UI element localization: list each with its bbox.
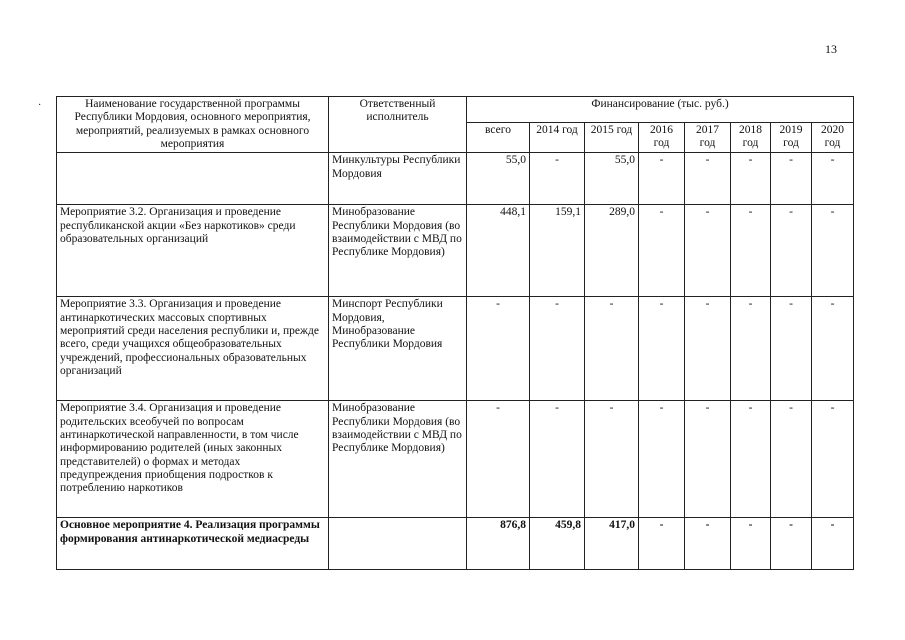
- cell-2015: -: [585, 297, 639, 401]
- table-row: [57, 401, 854, 518]
- header-year-2019: 2019 год: [771, 123, 812, 153]
- cell-2018: -: [731, 205, 771, 297]
- cell-2015: 417,0: [585, 518, 639, 570]
- cell-2015: 289,0: [585, 205, 639, 297]
- cell-2016: -: [639, 153, 685, 205]
- table-row: [57, 153, 854, 205]
- cell-2017: -: [685, 297, 731, 401]
- cell-2020: -: [812, 518, 854, 570]
- cell-2016: -: [639, 518, 685, 570]
- header-financing: Финансирование (тыс. руб.): [467, 97, 854, 123]
- cell-2019: -: [771, 401, 812, 518]
- cell-total: -: [467, 401, 530, 518]
- cell-total: 55,0: [467, 153, 530, 205]
- cell-total: 448,1: [467, 205, 530, 297]
- cell-2014: 159,1: [530, 205, 585, 297]
- header-executor: Ответственный исполнитель: [329, 97, 467, 153]
- header-total: всего: [467, 123, 530, 153]
- header-year-2015: 2015 год: [585, 123, 639, 153]
- row-executor: Минобразование Республики Мордовия (во взаимодействии с МВД по Республике Мордовия): [329, 205, 467, 297]
- cell-2017: -: [685, 205, 731, 297]
- cell-2017: -: [685, 518, 731, 570]
- cell-2017: -: [685, 401, 731, 518]
- row-executor: Минобразование Республики Мордовия (во взаимодействии с МВД по Республике Мордовия): [329, 401, 467, 518]
- cell-2018: -: [731, 401, 771, 518]
- financing-table: [56, 96, 854, 570]
- cell-2020: -: [812, 297, 854, 401]
- cell-total: 876,8: [467, 518, 530, 570]
- cell-2016: -: [639, 401, 685, 518]
- row-name: Основное мероприятие 4. Реализация программы формирования антинаркотической медиасреды: [57, 518, 329, 570]
- cell-2018: -: [731, 153, 771, 205]
- row-name: [57, 153, 329, 205]
- header-year-2018: 2018 год: [731, 123, 771, 153]
- cell-2014: -: [530, 297, 585, 401]
- row-name: Мероприятие 3.4. Организация и проведение родительских всеобучей по вопросам антинаркотической направленности, в том числе информированию родителей (иных законных представителей) о формах и методах предупреждения приобщения подростков к потреблению наркотиков: [57, 401, 329, 518]
- row-executor: Минкультуры Республики Мордовия: [329, 153, 467, 205]
- row-name: Мероприятие 3.2. Организация и проведение республиканской акции «Без наркотиков» среди образовательных организаций: [57, 205, 329, 297]
- cell-2015: -: [585, 401, 639, 518]
- cell-2018: -: [731, 297, 771, 401]
- header-name: Наименование государственной программы Республики Мордовия, основного мероприятия, мероприятий, реализуемых в рамках основного мероприятия: [57, 97, 329, 153]
- header-year-2016: 2016 год: [639, 123, 685, 153]
- page-number: 13: [825, 42, 837, 56]
- row-name: Мероприятие 3.3. Организация и проведение антинаркотических массовых спортивных мероприятий среди населения республики и, прежде всего, среди учащихся общеобразовательных учреждений, профессиональных образовательных организаций: [57, 297, 329, 401]
- cell-total: -: [467, 297, 530, 401]
- cell-2019: -: [771, 153, 812, 205]
- cell-2016: -: [639, 205, 685, 297]
- header-year-2017: 2017 год: [685, 123, 731, 153]
- table-row: [57, 205, 854, 297]
- scan-mark: ·: [38, 100, 42, 111]
- cell-2017: -: [685, 153, 731, 205]
- cell-2020: -: [812, 153, 854, 205]
- cell-2014: 459,8: [530, 518, 585, 570]
- cell-2019: -: [771, 205, 812, 297]
- table-row: [57, 297, 854, 401]
- cell-2018: -: [731, 518, 771, 570]
- cell-2014: -: [530, 153, 585, 205]
- header-year-2014: 2014 год: [530, 123, 585, 153]
- cell-2016: -: [639, 297, 685, 401]
- cell-2015: 55,0: [585, 153, 639, 205]
- row-executor: Минспорт Республики Мордовия, Минобразование Республики Мордовия: [329, 297, 467, 401]
- cell-2020: -: [812, 205, 854, 297]
- cell-2014: -: [530, 401, 585, 518]
- cell-2020: -: [812, 401, 854, 518]
- cell-2019: -: [771, 297, 812, 401]
- row-executor: [329, 518, 467, 570]
- cell-2019: -: [771, 518, 812, 570]
- header-year-2020: 2020 год: [812, 123, 854, 153]
- table-row: [57, 518, 854, 570]
